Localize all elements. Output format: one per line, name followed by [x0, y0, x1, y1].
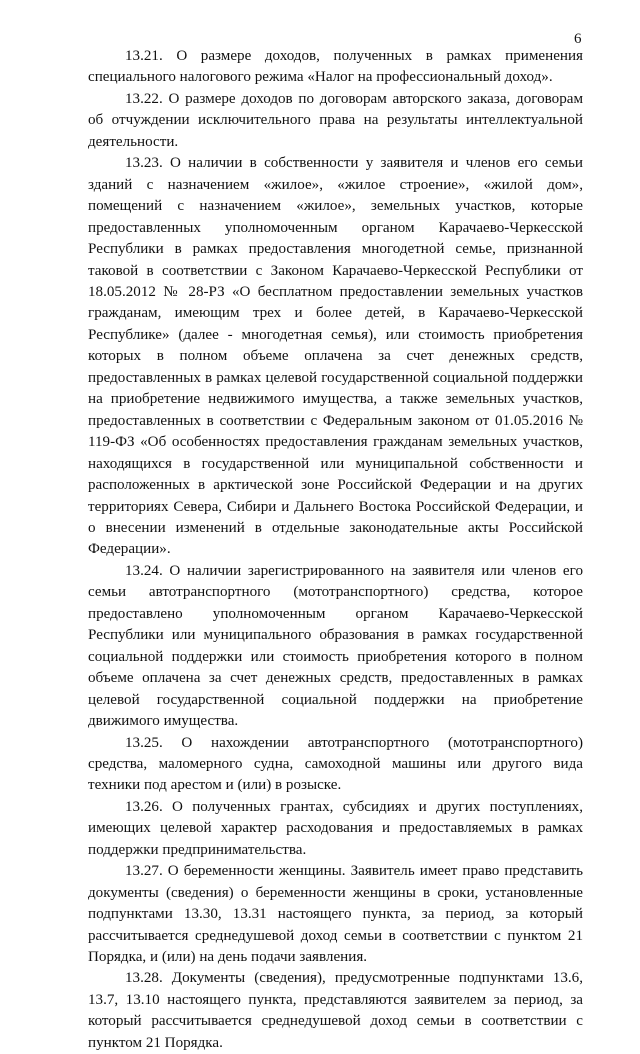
paragraph-13-22: 13.22. О размере доходов по договорам авторского заказа, договорам об отчуждении исключительного права на результаты интеллектуальной деятельности.	[88, 90, 583, 150]
paragraph-13-21: 13.21. О размере доходов, полученных в рамках применения специального налогового режима «Налог на профессиональный доход».	[88, 48, 583, 86]
document-body	[88, 46, 583, 1054]
paragraph-13-26: 13.26. О полученных грантах, субсидиях и других поступлениях, имеющих целевой характер расходования и предоставляемых в рамках поддержки предпринимательства.	[88, 798, 583, 858]
paragraph-13-23: 13.23. О наличии в собственности у заявителя и членов его семьи зданий с назначением «жилое», «жилое строение», «жилой дом», помещений с назначением «жилое», земельных участков, которые предоставленных уполномоченным органом Карачаево-Черкесской Республики в рамках предоставления многодетной семье, признанной таковой в соответствии с Законом Карачаево-Черкесской Республики от 18.05.2012 № 28-РЗ «О бесплатном предоставлении земельных участков гражданам, имеющим трех и более детей, в Карачаево-Черкесской Республике» (далее - многодетная семья), или стоимость приобретения которых в полном объеме оплачена за счет денежных средств, предоставленных в рамках целевой государственной социальной поддержки на приобретение недвижимого имущества, а также земельных участков, предоставленных в соответствии с Федеральным законом от 01.05.2016 № 119-ФЗ «Об особенностях предоставления гражданам земельных участков, находящихся в государственной или муниципальной собственности и расположенных в арктической зоне Российской Федерации и на других территориях Севера, Сибири и Дальнего Востока Российской Федерации, и о внесении изменений в отдельные законодательные акты Российской Федерации».	[88, 155, 583, 558]
paragraph-13-24: 13.24. О наличии зарегистрированного на заявителя или членов его семьи автотранспортного (мототранспортного) средства, которое предоставлено уполномоченным органом Карачаево-Черкесской Республики или муниципального образования в рамках государственной социальной поддержки или стоимость приобретения которого в полном объеме оплачена за счет денежных средств, предоставленных в рамках целевой государственной социальной поддержки на приобретение движимого имущества.	[88, 562, 583, 730]
paragraph-13-27: 13.27. О беременности женщины. Заявитель имеет право представить документы (сведения) о беременности женщины в сроки, установленные подпунктами 13.30, 13.31 настоящего пункта, за период, за который рассчитывается среднедушевой доход семьи в соответствии с пунктом 21 Порядка, и (или) на день подачи заявления.	[88, 863, 583, 966]
paragraph-13-28: 13.28. Документы (сведения), предусмотренные подпунктами 13.6, 13.7, 13.10 настоящего пункта, представляются заявителем за период, за который рассчитывается среднедушевой доход семьи в соответствии с пунктом 21 Порядка.	[88, 970, 583, 1051]
page-number: 6	[574, 31, 582, 47]
paragraph-13-25: 13.25. О нахождении автотранспортного (мототранспортного) средства, маломерного судна, самоходной машины или другого вида техники под арестом и (или) в розыске.	[88, 734, 583, 794]
